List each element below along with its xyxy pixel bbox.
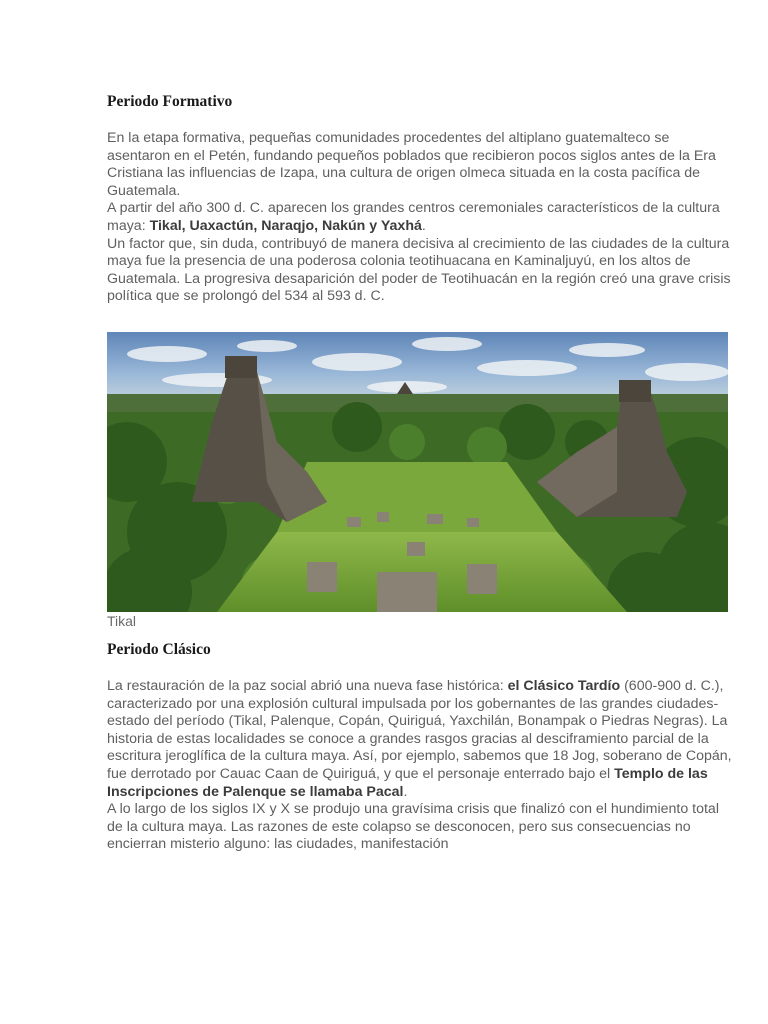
- image-caption: Tikal: [107, 612, 137, 629]
- bold-text: Templo de las Inscripciones de Palenque se llamaba Pacal: [107, 765, 708, 800]
- paragraph-text: A lo largo de los siglos IX y X se produjo una gravísima crisis que finalizó con el hundimiento total de la cultura maya. Las razones de este colapso se desconocen, pero sus consecuencias no encierran misterio alguno: las ciudades, manifestación: [107, 801, 719, 853]
- paragraph-text: .: [421, 217, 426, 234]
- paragraph-text: .: [403, 783, 408, 800]
- section-title-clasico: Periodo Clásico: [107, 640, 211, 658]
- paragraph-text: A partir del año 300 d. C. aparecen los grandes centros ceremoniales característicos de la cultura maya:: [107, 200, 720, 234]
- paragraph: [107, 801, 732, 854]
- paragraph-text: (600-900 d. C.), caracterizado por una explosión cultural impulsada por los gobernantes de las grandes ciudades-estado del período (Tikal, Palenque, Copán, Quiriguá, Yaxchilán, Bonampak o Piedras Negras). La historia de estas localidades se conoce a grandes rasgos gracias al desciframiento parcial de la escritura jeroglífica de la cultura maya. Así, por ejemplo, sabemos que 18 Jog, soberano de Copán, fue derrotado por Cauac Caan de Quiriguá, y que el personaje enterrado bajo el: [107, 677, 732, 782]
- paragraph-text: En la etapa formativa, pequeñas comunidades procedentes del altiplano guatemalteco se asentaron en el Petén, fundando pequeños poblados que recibieron pocos siglos antes de la Era Cristiana las influencias de Izapa, una cultura de origen olmeca situada en la costa pacífica de Guatemala.: [107, 130, 716, 199]
- section-title-formativo: Periodo Formativo: [107, 93, 233, 110]
- paragraph: [107, 130, 732, 200]
- bold-text: el Clásico Tardío: [507, 677, 621, 694]
- paragraph: [107, 236, 732, 306]
- bold-text: Tikal, Uaxactún, Naraqjo, Nakún y Yaxhá: [149, 217, 422, 234]
- paragraph-text: Un factor que, sin duda, contribuyó de manera decisiva al crecimiento de las ciudades de la cultura maya fue la presencia de una poderosa colonia teotihuacana en Kaminaljuyú, en los altos de Guatemala. La progresiva desaparición del poder de Teotihuacán en la región creó una grave crisis política que se prolongó del 534 al 593 d. C.: [107, 235, 731, 305]
- paragraph-text: La restauración de la paz social abrió una nueva fase histórica:: [107, 677, 508, 694]
- document-body: [107, 92, 732, 854]
- paragraph: [107, 678, 732, 801]
- tikal-photo: [107, 332, 728, 612]
- paragraph: [107, 200, 732, 235]
